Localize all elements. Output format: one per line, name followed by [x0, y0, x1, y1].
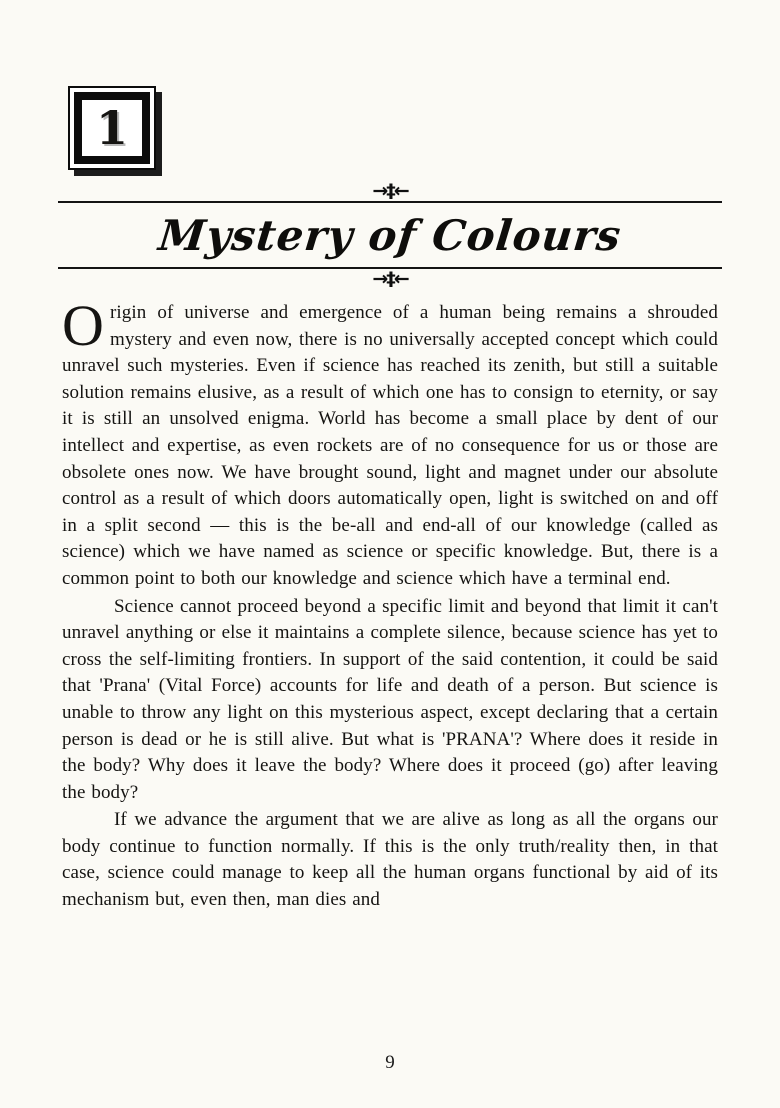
chapter-number-frame: [74, 92, 150, 164]
title-divider-top: [0, 182, 780, 203]
chapter-title-block: [0, 182, 780, 288]
arrow-ornament-icon: →‡←: [372, 180, 408, 202]
drop-cap: O: [62, 293, 104, 358]
body-text: [0, 288, 780, 914]
paragraph-1-text: rigin of universe and emergence of a human being remains a shrouded mystery and even now, there is no universally accepted concept which could unravel such mysteries. Even if science has reached its zenith, but still a suitable solution remains elusive, as a result of which one has to consign to eternity, or say it is still an unsolved enigma. World has become a small place by dent of our intellect and expertise, as even rockets are of no consequence for us or those are obsolete ones now. We have brought sound, light and magnet under our absolute control as a result of which doors automatically open, light is switched on and off in a split second — this is the be-all and end-all of our knowledge (called as science) which we have named as science or specific knowledge. But, there is a common point to both our knowledge and science which have a terminal end.: [62, 302, 718, 589]
chapter-title: Mystery of Colours: [156, 211, 624, 260]
arrow-ornament-icon: →‡←: [372, 268, 408, 290]
paragraph-3: If we advance the argument that we are alive as long as all the organs our body continue to function normally. If this is the only truth/reality then, in that case, science could manage to keep all the human organs functional by aid of its mechanism but, even then, man dies and: [62, 809, 718, 911]
paragraph-2: Science cannot proceed beyond a specific limit and beyond that limit it can't unravel anything or else it maintains a complete silence, because science has yet to cross the self-limiting frontiers. In support of the said contention, it could be said that 'Prana' (Vital Force) accounts for life and death of a person. But science is unable to throw any light on this mysterious aspect, except declaring that a certain person is dead or he is still alive. But what is 'PRANA'? Where does it reside in the body? Why does it leave the body? Where does it proceed (go) after leaving the body?: [62, 595, 718, 803]
title-divider-bottom: [0, 267, 780, 288]
page-number: 9: [385, 1052, 395, 1073]
chapter-box-wrap: [0, 0, 780, 170]
paragraph-1: [62, 293, 718, 593]
chapter-number-box: [68, 86, 156, 170]
chapter-number: 1: [95, 101, 128, 155]
